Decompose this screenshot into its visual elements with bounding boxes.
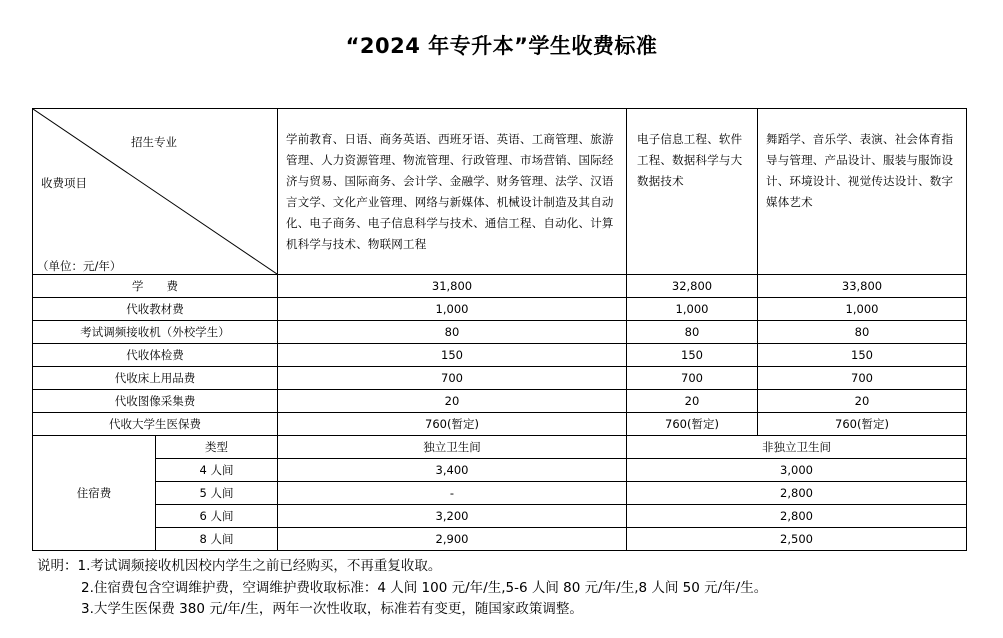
fee-value: 700 <box>627 367 758 390</box>
fee-value: 150 <box>278 344 627 367</box>
private-bathroom-fee: 3,200 <box>278 505 627 528</box>
fee-value: 700 <box>278 367 627 390</box>
fee-value: 760(暂定) <box>278 413 627 436</box>
table-row <box>33 367 967 390</box>
table-row <box>33 275 967 298</box>
major-group-1: 学前教育、日语、商务英语、西班牙语、英语、工商管理、旅游管理、人力资源管理、物流管理、行政管理、市场营销、国际经济与贸易、国际商务、会计学、金融学、财务管理、法学、汉语言文学、文化产业管理、网络与新媒体、机械设计制造及其自动化、电子商务、电子信息科学与技术、通信工程、自动化、计算机科学与技术、物联网工程 <box>278 109 627 275</box>
diag-label-majors: 招生专业 <box>131 135 177 149</box>
fee-value: 20 <box>758 390 967 413</box>
fee-value: 760(暂定) <box>758 413 967 436</box>
room-type: 4 人间 <box>156 459 278 482</box>
header-row <box>33 109 967 275</box>
fee-table <box>32 108 967 551</box>
table-row <box>33 321 967 344</box>
fee-item-label: 代收图像采集费 <box>33 390 278 413</box>
notes-section <box>37 556 767 621</box>
fee-value: 33,800 <box>758 275 967 298</box>
private-bathroom-header: 独立卫生间 <box>278 436 627 459</box>
table-row <box>33 344 967 367</box>
shared-bathroom-header: 非独立卫生间 <box>627 436 967 459</box>
fee-value: 700 <box>758 367 967 390</box>
shared-bathroom-fee: 2,800 <box>627 505 967 528</box>
lodging-label: 住宿费 <box>33 436 156 551</box>
table-row <box>33 390 967 413</box>
private-bathroom-fee: 3,400 <box>278 459 627 482</box>
major-group-2: 电子信息工程、软件工程、数据科学与大数据技术 <box>627 109 758 275</box>
fee-item-label: 考试调频接收机（外校学生） <box>33 321 278 344</box>
fee-item-label: 代收大学生医保费 <box>33 413 278 436</box>
room-type: 8 人间 <box>156 528 278 551</box>
private-bathroom-fee: - <box>278 482 627 505</box>
shared-bathroom-fee: 2,500 <box>627 528 967 551</box>
fee-value: 1,000 <box>758 298 967 321</box>
shared-bathroom-fee: 2,800 <box>627 482 967 505</box>
table-row <box>33 298 967 321</box>
shared-bathroom-fee: 3,000 <box>627 459 967 482</box>
note-line: 2.住宿费包含空调维护费，空调维护费收取标准：4 人间 100 元/年/生,5-6 人间 80 元/年/生,8 人间 50 元/年/生。 <box>81 579 768 596</box>
fee-value: 32,800 <box>627 275 758 298</box>
fee-value: 80 <box>278 321 627 344</box>
note-line: 3.大学生医保费 380 元/年/生，两年一次性收取，标准若有变更，随国家政策调整。 <box>81 601 583 617</box>
diag-label-items: 收费项目 <box>41 176 87 190</box>
room-type: 6 人间 <box>156 505 278 528</box>
diagonal-header-cell <box>33 109 278 275</box>
fee-value: 1,000 <box>278 298 627 321</box>
lodging-header-row <box>33 436 967 459</box>
fee-item-label: 代收教材费 <box>33 298 278 321</box>
major-group-3: 舞蹈学、音乐学、表演、社会体育指导与管理、产品设计、服装与服饰设计、环境设计、视觉传达设计、数字媒体艺术 <box>758 109 967 275</box>
fee-value: 80 <box>758 321 967 344</box>
fee-value: 80 <box>627 321 758 344</box>
fee-value: 1,000 <box>627 298 758 321</box>
fee-value: 760(暂定) <box>627 413 758 436</box>
note-line: 说明：1.考试调频接收机因校内学生之前已经购买，不再重复收取。 <box>37 558 442 574</box>
fee-value: 150 <box>627 344 758 367</box>
lodging-row <box>33 482 967 505</box>
diag-label-unit: （单位：元/年） <box>37 259 122 273</box>
private-bathroom-fee: 2,900 <box>278 528 627 551</box>
fee-value: 20 <box>278 390 627 413</box>
fee-item-label: 学 费 <box>33 275 278 298</box>
fee-item-label: 代收床上用品费 <box>33 367 278 390</box>
fee-value: 31,800 <box>278 275 627 298</box>
fee-value: 150 <box>758 344 967 367</box>
fee-value: 20 <box>627 390 758 413</box>
fee-item-label: 代收体检费 <box>33 344 278 367</box>
lodging-row <box>33 459 967 482</box>
room-type-header: 类型 <box>156 436 278 459</box>
document-title: “2024 年专升本”学生收费标准 <box>345 34 658 58</box>
lodging-row <box>33 528 967 551</box>
lodging-row <box>33 505 967 528</box>
room-type: 5 人间 <box>156 482 278 505</box>
table-row <box>33 413 967 436</box>
